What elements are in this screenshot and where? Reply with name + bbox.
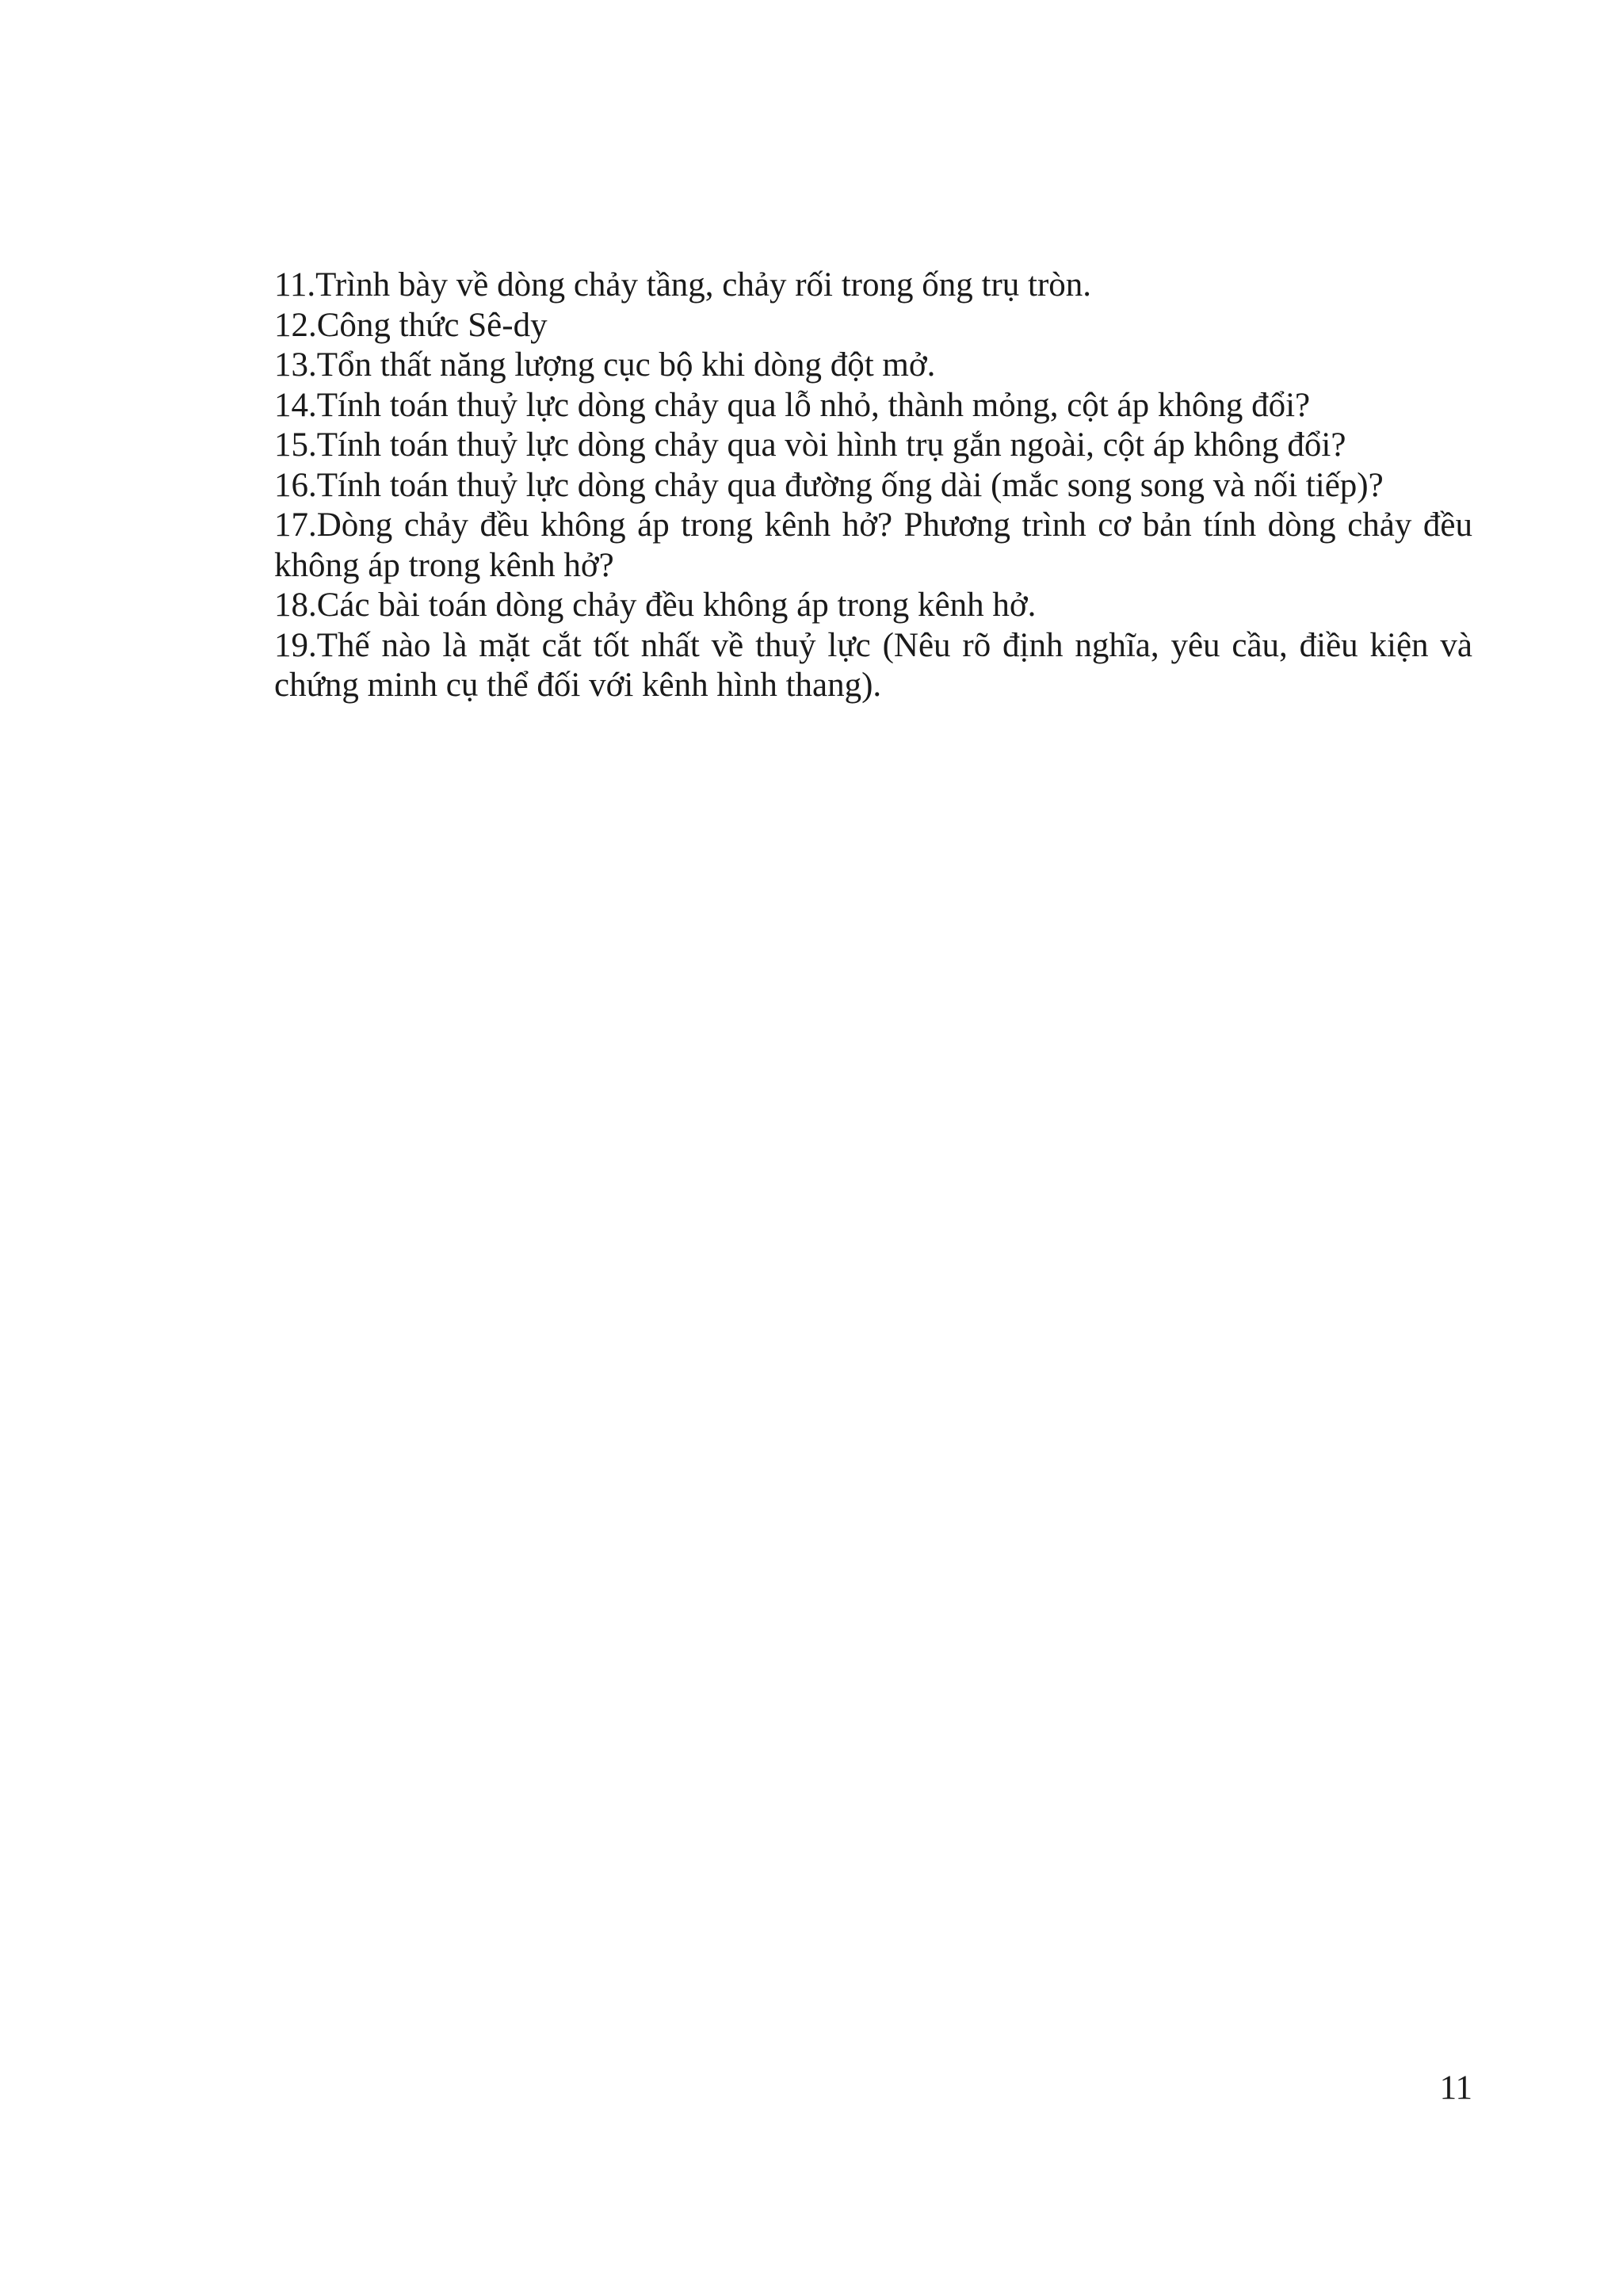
question-text: Trình bày về dòng chảy tầng, chảy rối trong ống trụ tròn.	[315, 266, 1092, 304]
question-text: Tính toán thuỷ lực dòng chảy qua lỗ nhỏ, thành mỏng, cột áp không đổi?	[316, 386, 1311, 424]
question-number: 16.	[274, 466, 317, 504]
question-item	[274, 506, 1472, 586]
question-number: 18.	[274, 586, 317, 624]
question-text: Dòng chảy đều không áp trong kênh hở? Phương trình cơ bản tính dòng chảy đều không áp trong kênh hở?	[274, 506, 1472, 584]
question-number: 11.	[274, 266, 316, 304]
question-number: 12.	[274, 306, 317, 344]
question-item	[274, 586, 1472, 626]
question-number: 13.	[274, 346, 317, 384]
question-text: Các bài toán dòng chảy đều không áp trong kênh hở.	[316, 586, 1037, 624]
question-item	[274, 386, 1472, 426]
question-number: 15.	[274, 426, 317, 464]
question-list	[274, 266, 1472, 706]
question-item	[274, 466, 1472, 506]
question-item	[274, 306, 1472, 346]
question-item	[274, 426, 1472, 466]
page-number: 11	[1439, 2069, 1472, 2107]
question-item	[274, 266, 1472, 306]
question-text: Công thức Sê-dy	[316, 306, 548, 344]
question-number: 14.	[274, 386, 317, 424]
question-item	[274, 346, 1472, 386]
question-text: Thế nào là mặt cắt tốt nhất về thuỷ lực (Nêu rõ định nghĩa, yêu cầu, điều kiện và chứng minh cụ thể đối với kênh hình thang).	[274, 626, 1472, 704]
question-item	[274, 626, 1472, 706]
question-number: 17.	[274, 506, 317, 544]
question-text: Tổn thất năng lượng cục bộ khi dòng đột mở.	[316, 346, 936, 384]
question-text: Tính toán thuỷ lực dòng chảy qua đường ống dài (mắc song song và nối tiếp)?	[316, 466, 1384, 504]
question-text: Tính toán thuỷ lực dòng chảy qua vòi hình trụ gắn ngoài, cột áp không đổi?	[316, 426, 1346, 464]
question-number: 19.	[274, 626, 317, 664]
